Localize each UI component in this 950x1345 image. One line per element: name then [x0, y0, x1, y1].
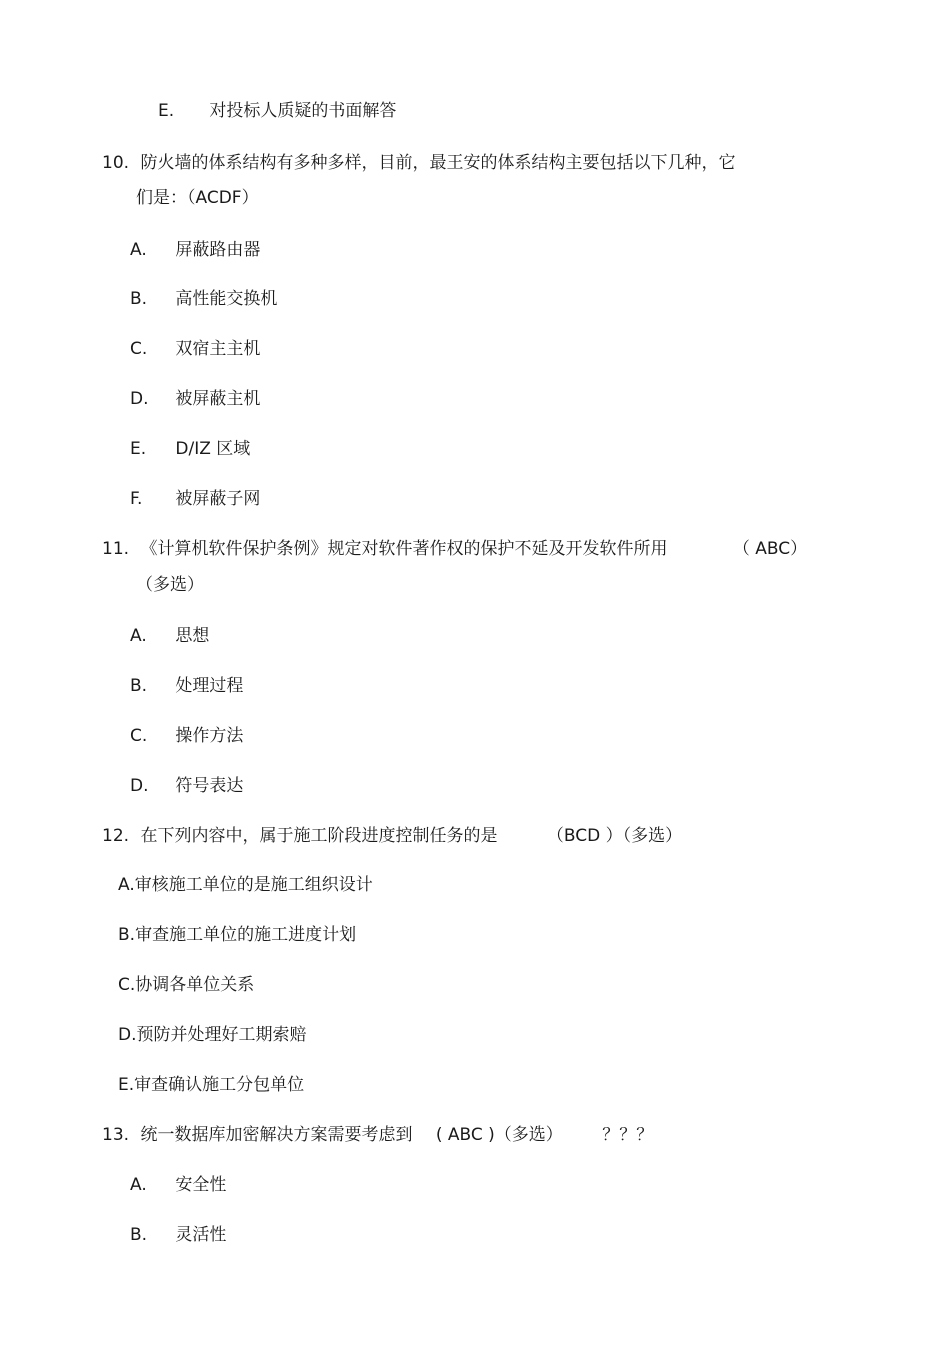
option-text: 符号表达: [175, 776, 244, 796]
option-line: [130, 488, 260, 510]
option-text: 屏蔽路由器: [175, 240, 261, 260]
question-13: [102, 1124, 653, 1146]
option-letter: F.: [130, 489, 143, 509]
option-letter: A.: [130, 626, 147, 646]
option-line: [130, 775, 243, 797]
option-line: [118, 974, 254, 996]
option-line: [130, 388, 260, 410]
option-text: 对投标人质疑的书面解答: [209, 101, 397, 121]
question-text: （多选）: [136, 575, 204, 595]
option-line: [130, 338, 260, 360]
question-11-continuation: [136, 574, 204, 596]
question-text: 们是：（ACDF）: [136, 188, 259, 208]
option-line: [118, 924, 356, 946]
option-text: E.审查确认施工分包单位: [118, 1075, 305, 1095]
option-letter: A.: [130, 1175, 147, 1195]
option-line: [130, 675, 243, 697]
question-marks: ？？？: [602, 1125, 654, 1145]
option-text: 灵活性: [175, 1225, 227, 1245]
option-line: [130, 239, 260, 261]
question-text: 防火墙的体系结构有多种多样，目前，最王安的体系结构主要包括以下几种，它: [140, 153, 736, 173]
question-10: [102, 152, 735, 174]
question-text: 《计算机软件保护条例》规定对软件著作权的保护不延及开发软件所用: [140, 539, 668, 559]
question-number: 12.: [102, 826, 130, 846]
answer-text: （BCD ）（多选）: [546, 826, 683, 846]
option-line: [130, 625, 209, 647]
option-text: A.审核施工单位的是施工组织设计: [118, 875, 373, 895]
option-text: 安全性: [175, 1175, 227, 1195]
option-letter: D.: [130, 776, 149, 796]
question-number: 11.: [102, 539, 130, 559]
answer-text: （ ABC）: [732, 539, 808, 559]
option-line: [130, 288, 277, 310]
question-11: [102, 538, 807, 560]
option-text: B.审查施工单位的施工进度计划: [118, 925, 357, 945]
option-letter: E.: [158, 101, 175, 121]
option-text: D/IZ 区域: [175, 439, 251, 459]
question-number: 10.: [102, 153, 130, 173]
option-letter: B.: [130, 1225, 148, 1245]
option-letter: A.: [130, 240, 147, 260]
option-line: [130, 725, 243, 747]
option-text: 被屏蔽子网: [175, 489, 261, 509]
option-text: 思想: [175, 626, 210, 646]
option-letter: B.: [130, 289, 148, 309]
question-text: 在下列内容中，属于施工阶段进度控制任务的是: [140, 826, 498, 846]
option-line: [118, 874, 373, 896]
option-text: 操作方法: [175, 726, 244, 746]
option-line: [130, 1174, 226, 1196]
option-letter: D.: [130, 389, 149, 409]
question-12: [102, 825, 682, 847]
option-letter: C.: [130, 726, 148, 746]
option-letter: E.: [130, 439, 147, 459]
option-text: D.预防并处理好工期索赔: [118, 1025, 307, 1045]
question-10-continuation: [136, 187, 259, 209]
question-text: 统一数据库加密解决方案需要考虑到: [140, 1125, 413, 1145]
option-text: 高性能交换机: [175, 289, 278, 309]
option-text: 处理过程: [175, 676, 244, 696]
answer-text: ( ABC )（多选）: [435, 1125, 563, 1145]
option-line: [130, 1224, 226, 1246]
option-letter: C.: [130, 339, 148, 359]
option-text: 被屏蔽主机: [175, 389, 261, 409]
option-line: [118, 1024, 307, 1046]
option-text: C.协调各单位关系: [118, 975, 255, 995]
option-letter: B.: [130, 676, 148, 696]
option-line: [158, 100, 396, 122]
option-text: 双宿主主机: [175, 339, 261, 359]
option-line: [118, 1074, 304, 1096]
option-line: [130, 438, 250, 460]
question-number: 13.: [102, 1125, 130, 1145]
